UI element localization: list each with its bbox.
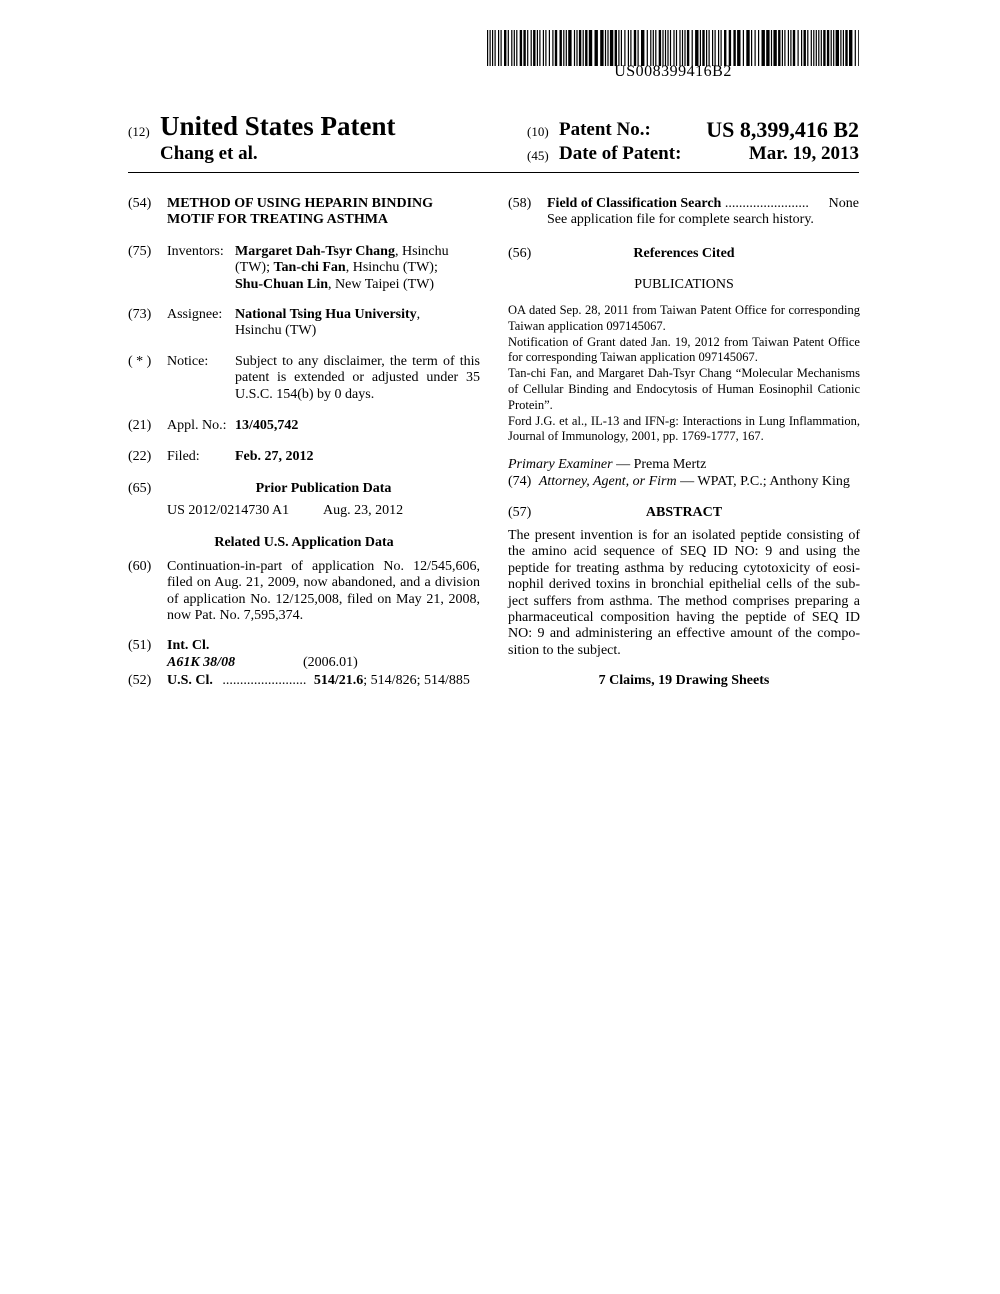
notice-text: Subject to any disclaimer, the term of this patent is extended or adjusted under 35 U.S.C. 154(b) by 0 days. xyxy=(235,354,480,402)
barcode-bar xyxy=(670,30,671,66)
code-51: (51) xyxy=(128,638,152,653)
barcode-bar xyxy=(773,30,776,66)
appl-no: 13/405,742 xyxy=(235,418,299,433)
code-22: (22) xyxy=(128,449,152,464)
barcode-bar xyxy=(659,30,661,66)
barcode-bar xyxy=(715,30,716,66)
barcode-bar xyxy=(533,30,535,66)
barcode-bar xyxy=(574,30,575,66)
inventors-label: Inventors: xyxy=(167,244,224,259)
barcode-bar xyxy=(498,30,499,66)
header-rule xyxy=(128,172,859,173)
barcode-bar xyxy=(624,30,625,66)
patent-no-label: Patent No.: xyxy=(559,119,651,140)
barcode-bar xyxy=(653,30,654,66)
barcode-bar xyxy=(495,30,496,66)
barcode-bar xyxy=(504,30,506,66)
invention-title: METHOD OF USING HEPARIN BINDING MOTIF FOR TREATING ASTHMA xyxy=(167,196,434,228)
barcode-bar xyxy=(702,30,704,66)
barcode-bar xyxy=(511,30,512,66)
notice-label: Notice: xyxy=(167,354,209,369)
barcode-bar xyxy=(858,30,859,66)
barcode-bar xyxy=(673,30,674,66)
barcode-bar xyxy=(638,30,639,66)
barcode-bar xyxy=(823,30,825,66)
barcode-bar xyxy=(784,30,785,66)
barcode-bar xyxy=(709,30,710,66)
barcode-bar xyxy=(695,30,698,66)
code-75: (75) xyxy=(128,244,152,259)
reference-1: OA dated Sep. 28, 2011 from Taiwan Patent Office for corresponding Taiwan application 097145067. xyxy=(508,303,860,333)
barcode-bar xyxy=(676,30,677,66)
barcode-bar xyxy=(849,30,852,66)
barcode-bar xyxy=(655,30,656,66)
patent-no: US 8,399,416 B2 xyxy=(706,117,859,142)
barcode-bar xyxy=(724,30,726,66)
barcode-bar xyxy=(700,30,701,66)
barcode-bar xyxy=(793,30,795,66)
code-12: (12) xyxy=(128,124,150,139)
code-57: (57) xyxy=(508,505,532,520)
field-of-search: Field of Classification Search ........................ None See application file for complete search history. xyxy=(547,196,859,228)
barcode-bar xyxy=(788,30,789,66)
barcode-image xyxy=(487,30,859,66)
barcode-bar xyxy=(833,30,834,66)
barcode-bar xyxy=(845,30,847,66)
reference-3: Tan-chi Fan, and Margaret Dah-Tsyr Chang “Molecular Mechanisms of Cellular Binding and Endocytosis of Human Eosinophil Cationic Protein”. xyxy=(508,366,860,412)
barcode-bar xyxy=(508,30,509,66)
code-10: (10) xyxy=(527,124,549,139)
primary-examiner: Primary Examiner — Prema Mertz xyxy=(508,457,707,472)
attorney: (74) Attorney, Agent, or Firm — WPAT, P.C.; Anthony King xyxy=(508,474,850,489)
claims-summary: 7 Claims, 19 Drawing Sheets xyxy=(598,673,770,688)
barcode-bar xyxy=(804,30,806,66)
barcode-bar xyxy=(692,30,693,66)
barcode-bar xyxy=(514,30,515,66)
barcode-bar xyxy=(566,30,567,66)
barcode-bar xyxy=(801,30,802,66)
barcode-bar xyxy=(523,30,525,66)
prior-pub-heading: Prior Publication Data xyxy=(255,481,392,496)
barcode-bar xyxy=(733,30,735,66)
authors: Chang et al. xyxy=(160,143,258,164)
barcode-bar xyxy=(585,30,587,66)
barcode-bar xyxy=(618,30,619,66)
barcode-bar xyxy=(607,30,608,66)
prior-pub-date: Aug. 23, 2012 xyxy=(323,503,404,518)
references-list xyxy=(508,303,860,445)
reference-2: Notification of Grant dated Jan. 19, 2012 from Taiwan Patent Office for corresponding Taiwan application 097145067. xyxy=(508,334,860,365)
barcode-bar xyxy=(641,30,644,66)
publications-heading: PUBLICATIONS xyxy=(634,277,734,292)
barcode-bar xyxy=(647,30,648,66)
barcode-bar xyxy=(552,30,553,66)
barcode-bar xyxy=(516,30,517,66)
barcode-bar xyxy=(583,30,584,66)
barcode-bar xyxy=(537,30,538,66)
barcode-bar xyxy=(600,30,603,66)
prior-pub-number: US 2012/0214730 A1 xyxy=(167,503,290,518)
barcode-bar xyxy=(790,30,791,66)
barcode-bar xyxy=(634,30,636,66)
barcode-bar xyxy=(684,30,685,66)
barcode-bar xyxy=(706,30,707,66)
barcode-bar xyxy=(816,30,817,66)
barcode-bar xyxy=(662,30,663,66)
barcode-bar xyxy=(595,30,598,66)
barcode-bar xyxy=(621,30,622,66)
barcode-bar xyxy=(490,30,491,66)
barcode-bar xyxy=(576,30,577,66)
barcode-bar xyxy=(721,30,722,66)
barcode-bar xyxy=(650,30,651,66)
barcode-bar xyxy=(743,30,744,66)
barcode-bar xyxy=(855,30,856,66)
code-56: (56) xyxy=(508,246,532,261)
barcode-bar xyxy=(782,30,783,66)
code-58: (58) xyxy=(508,196,532,211)
barcode-bar xyxy=(813,30,814,66)
int-cl-label: Int. Cl. xyxy=(167,638,210,653)
barcode-bar xyxy=(712,30,713,66)
barcode-bar xyxy=(751,30,752,66)
barcode-bar xyxy=(527,30,528,66)
barcode-bar xyxy=(766,30,769,66)
filed-label: Filed: xyxy=(167,449,200,464)
barcode-bar xyxy=(762,30,765,66)
barcode-bar xyxy=(687,30,689,66)
barcode-bar xyxy=(821,30,822,66)
barcode-bar xyxy=(568,30,571,66)
code-45: (45) xyxy=(527,148,549,163)
barcode-bar xyxy=(729,30,731,66)
barcode-bar xyxy=(679,30,680,66)
abstract-heading: ABSTRACT xyxy=(645,505,723,520)
barcode-bar xyxy=(487,30,488,66)
barcode-bar xyxy=(811,30,812,66)
barcode-bar xyxy=(579,30,581,66)
barcode-bar xyxy=(840,30,841,66)
date-label: Date of Patent: xyxy=(559,143,682,164)
appl-no-label: Appl. No.: xyxy=(167,418,227,433)
abstract-text: The present invention is for an isolated peptide consisting of the amino acid sequence of SEQ ID NO: 9 and using the peptide for treating asthma by reducing cytotoxicity of eosi- nophil derived toxins in bronchial epithelial cells of the sub- ject suffers from asthma. The method comprises preparing a pharmaceutical composition having the peptide of SEQ ID NO: 9 and administering an effective amount of the compo- sition to the subject. xyxy=(508,528,860,658)
int-cl-class: A61K 38/08 xyxy=(167,655,236,670)
barcode-bar xyxy=(718,30,719,66)
barcode-bar xyxy=(492,30,493,66)
barcode-bar xyxy=(610,30,613,66)
barcode-bar xyxy=(545,30,546,66)
inventors-list: Margaret Dah-Tsyr Chang, Hsinchu (TW); Tan-chi Fan, Hsinchu (TW); Shu-Chuan Lin, New Taipei (TW) xyxy=(235,244,449,292)
related-heading: Related U.S. Application Data xyxy=(214,535,394,550)
int-cl-year: (2006.01) xyxy=(303,655,358,670)
barcode-bar xyxy=(563,30,564,66)
barcode-bar xyxy=(682,30,683,66)
barcode-bar xyxy=(737,30,740,66)
barcode-bar xyxy=(531,30,532,66)
barcode-bar xyxy=(539,30,540,66)
barcode-bar xyxy=(818,30,819,66)
barcode-bar xyxy=(520,30,522,66)
code-21: (21) xyxy=(128,418,152,433)
patent-title: United States Patent xyxy=(160,111,396,141)
code-65: (65) xyxy=(128,481,152,496)
barcode-bar xyxy=(758,30,759,66)
barcode-bar xyxy=(543,30,544,66)
barcode-bar xyxy=(615,30,617,66)
barcode-bar xyxy=(549,30,550,66)
barcode-bar xyxy=(667,30,668,66)
code-54: (54) xyxy=(128,196,152,211)
barcode-bar xyxy=(771,30,772,66)
code-73: (73) xyxy=(128,307,152,322)
barcode-bar xyxy=(778,30,780,66)
barcode-bar xyxy=(746,30,749,66)
related-text: Continuation-in-part of application No. 12/545,606, filed on Aug. 21, 2009, now abandoned, and a division of application No. 12/125,008, filed on May 21, 2008, now Pat. No. 7,595,374. xyxy=(167,559,480,624)
us-cl: U.S. Cl. ........................ 514/21.6; 514/826; 514/885 xyxy=(167,673,470,688)
barcode-bar xyxy=(560,30,562,66)
barcode-bar xyxy=(798,30,799,66)
references-heading: References Cited xyxy=(633,246,735,261)
barcode-bar xyxy=(628,30,629,66)
barcode-bar xyxy=(630,30,631,66)
code-60: (60) xyxy=(128,559,152,574)
reference-4: Ford J.G. et al., IL-13 and IFN-g: Interactions in Lung Inflammation, Journal of Immunology, 2001, pp. 1769-1777, 167. xyxy=(508,413,860,444)
patent-date: Mar. 19, 2013 xyxy=(748,143,859,164)
code-notice: ( * ) xyxy=(128,354,152,369)
barcode-bar xyxy=(665,30,666,66)
barcode-bar xyxy=(827,30,829,66)
barcode-bar xyxy=(605,30,606,66)
barcode-bar xyxy=(843,30,844,66)
barcode-bar xyxy=(836,30,839,66)
code-52: (52) xyxy=(128,673,152,688)
barcode-bar xyxy=(807,30,808,66)
barcode-bar xyxy=(501,30,502,66)
barcode-number: US008399416B2 xyxy=(614,63,732,80)
barcode-bar xyxy=(755,30,756,66)
assignee-label: Assignee: xyxy=(167,307,223,322)
barcode-bar xyxy=(555,30,557,66)
assignee: National Tsing Hua University, Hsinchu (TW) xyxy=(235,307,421,339)
barcode-bar xyxy=(589,30,592,66)
filed-date: Feb. 27, 2012 xyxy=(235,449,314,464)
barcode-bar xyxy=(831,30,832,66)
